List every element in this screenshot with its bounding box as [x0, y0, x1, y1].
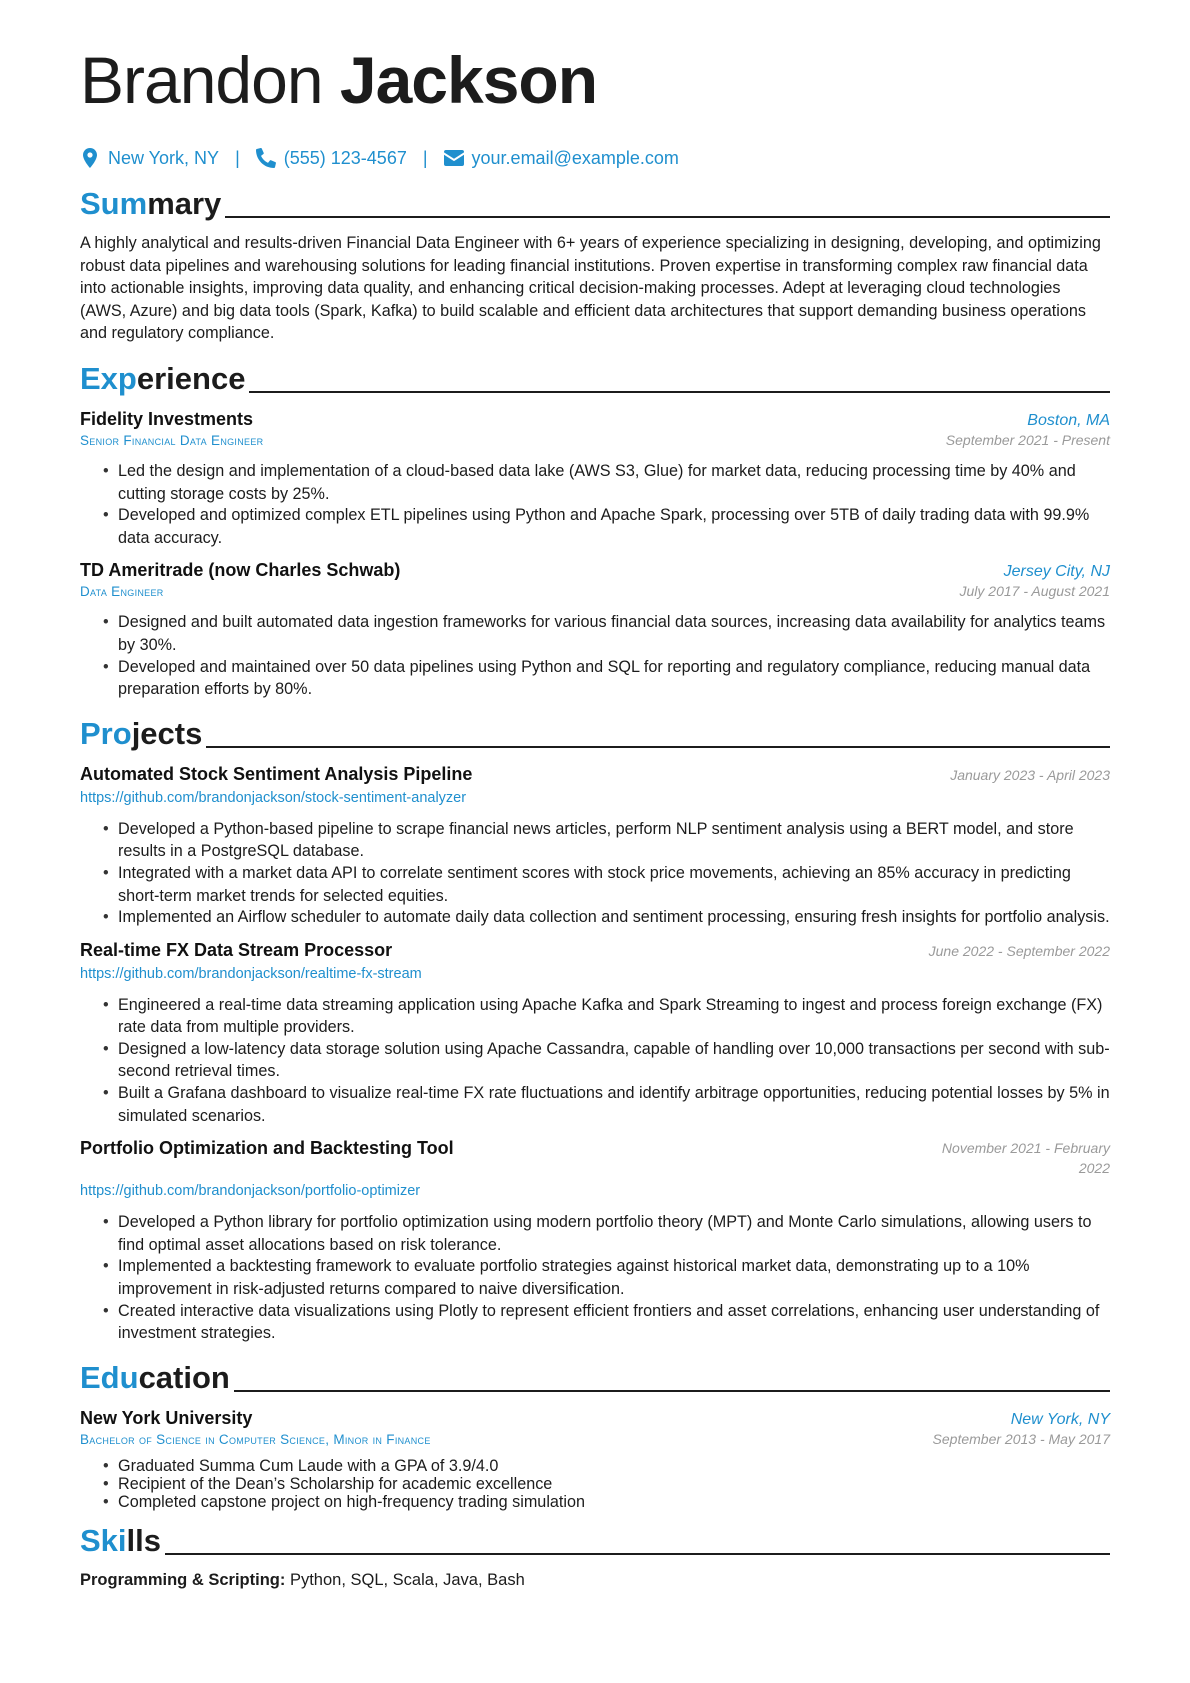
contact-phone[interactable] — [256, 147, 407, 169]
company-name: TD Ameritrade (now Charles Schwab) — [80, 560, 401, 581]
bullet-list — [80, 994, 1110, 1128]
project-name: Real-time FX Data Stream Processor — [80, 939, 393, 960]
section-title: Projects — [80, 715, 203, 751]
project-name: Automated Stock Sentiment Analysis Pipeline — [80, 763, 473, 784]
map-pin-icon — [80, 147, 100, 169]
experience-entry — [80, 560, 1110, 700]
bullet-list — [80, 818, 1110, 929]
first-name: Brandon — [80, 43, 323, 117]
project-link[interactable]: https://github.com/brandonjackson/stock-sentiment-analyzer — [80, 789, 467, 806]
job-location: Jersey City, NJ — [1003, 563, 1110, 581]
job-dates: September 2021 - Present — [945, 431, 1110, 448]
list-item: • Designed and built automated data ingestion frameworks for various financial data sources, increasing data availability for analytics teams by 30%. — [118, 611, 1110, 656]
contact-separator: | — [235, 147, 240, 168]
list-item: • Implemented a backtesting framework to evaluate portfolio strategies against historical market data, demonstrating up to a 10% improvement in risk-adjusted returns compared to naive diversification. — [118, 1255, 1110, 1300]
list-item: • Developed a Python-based pipeline to scrape financial news articles, perform NLP sentiment analysis using a BERT model, and store results in a PostgreSQL database. — [118, 818, 1110, 863]
education-dates: September 2013 - May 2017 — [932, 1430, 1110, 1447]
skills-label: Programming & Scripting: — [80, 1570, 286, 1589]
bullet-list — [80, 611, 1110, 700]
list-item: • Recipient of the Dean’s Scholarship for academic excellence — [118, 1475, 1110, 1494]
section-rule — [206, 746, 1110, 748]
list-item: • Completed capstone project on high-frequency trading simulation — [118, 1493, 1110, 1512]
list-item: • Developed and optimized complex ETL pipelines using Python and Apache Spark, processing over 5TB of daily trading data with 99.9% data accuracy. — [118, 504, 1110, 549]
section-summary-heading — [80, 182, 1110, 222]
section-rule — [249, 391, 1110, 393]
candidate-name — [80, 40, 1110, 120]
list-item: • Created interactive data visualizations using Plotly to represent efficient frontiers and asset correlations, enhancing user understanding of investment strategies. — [118, 1300, 1110, 1345]
education-entry — [80, 1408, 1110, 1512]
list-item: • Led the design and implementation of a cloud-based data lake (AWS S3, Glue) for market data, reducing processing time by 40% and cutting storage costs by 25%. — [118, 460, 1110, 505]
location-text: New York, NY — [108, 147, 220, 168]
project-dates: January 2023 - April 2023 — [950, 766, 1110, 783]
job-title: Data Engineer — [80, 584, 164, 600]
list-item: • Developed a Python library for portfolio optimization using modern portfolio theory (MPT) and Monte Carlo simulations, allowing users to find optimal asset allocations based on risk tolerance. — [118, 1211, 1110, 1256]
company-name: Fidelity Investments — [80, 408, 254, 429]
project-entry — [80, 1138, 1110, 1345]
email-text: your.email@example.com — [471, 147, 679, 168]
project-dates: June 2022 - September 2022 — [928, 942, 1110, 959]
contact-email[interactable] — [444, 147, 679, 169]
phone-text: (555) 123-4567 — [283, 147, 407, 168]
job-title: Senior Financial Data Engineer — [80, 432, 264, 448]
list-item: • Built a Grafana dashboard to visualize real-time FX rate fluctuations and identify arbitrage opportunities, reducing potential losses by 5% in simulated scenarios. — [118, 1082, 1110, 1127]
school-name: New York University — [80, 1407, 253, 1428]
project-link[interactable]: https://github.com/brandonjackson/realtime-fx-stream — [80, 965, 422, 982]
summary-paragraph: A highly analytical and results-driven Financial Data Engineer with 6+ years of experience specializing in designing, developing, and optimizing robust data pipelines and warehousing solutions for leading financial institutions. Proven expertise in transforming complex raw financial data into actionable insights, improving data quality, and enhancing critical decision-making processes. Adept at leveraging cloud technologies (AWS, Azure) and big data tools (Spark, Kafka) to build scalable and efficient data architectures that support demanding business operations and regulatory compliance. — [80, 234, 1101, 343]
bullet-list — [80, 1457, 1110, 1512]
bullet-list — [80, 1211, 1110, 1345]
section-title: Skills — [80, 1522, 161, 1558]
envelope-icon — [444, 147, 464, 169]
project-name: Portfolio Optimization and Backtesting Tool — [80, 1138, 454, 1159]
job-dates: July 2017 - August 2021 — [959, 583, 1110, 600]
skills-value: Python, SQL, Scala, Java, Bash — [289, 1570, 525, 1589]
contact-bar — [80, 144, 1110, 172]
project-entry — [80, 940, 1110, 1128]
section-projects-heading — [80, 712, 1110, 752]
section-rule — [234, 1390, 1110, 1392]
last-name: Jackson — [339, 43, 598, 117]
list-item: • Implemented an Airflow scheduler to automate daily data collection and sentiment processing, ensuring fresh insights for portfolio analysis. — [118, 906, 1110, 929]
list-item: • Engineered a real-time data streaming application using Apache Kafka and Spark Streaming to ingest and process foreign exchange (FX) rate data from multiple providers. — [118, 994, 1110, 1039]
list-item: • Integrated with a market data API to correlate sentiment scores with stock price movements, achieving an 85% accuracy in predicting short-term market trends for selected equities. — [118, 862, 1110, 907]
section-title: Summary — [80, 186, 222, 221]
skills-row — [80, 1571, 1110, 1590]
section-education-heading — [80, 1356, 1110, 1396]
experience-entry — [80, 409, 1110, 549]
job-location: Boston, MA — [1027, 411, 1110, 429]
project-dates: November 2021 - February 2022 — [941, 1140, 1110, 1177]
list-item: • Developed and maintained over 50 data pipelines using Python and SQL for reporting and regulatory compliance, reducing manual data preparation efforts by 80%. — [118, 656, 1110, 701]
degree-title: Bachelor of Science in Computer Science, Minor in Finance — [80, 1431, 431, 1447]
contact-location — [80, 147, 219, 169]
section-rule — [225, 216, 1110, 218]
project-entry — [80, 764, 1110, 929]
list-item: • Designed a low-latency data storage solution using Apache Cassandra, capable of handling over 10,000 transactions per second with sub-second retrieval times. — [118, 1038, 1110, 1083]
phone-icon — [256, 147, 276, 169]
project-link[interactable]: https://github.com/brandonjackson/portfolio-optimizer — [80, 1183, 421, 1200]
school-location: New York, NY — [1010, 1410, 1110, 1428]
section-skills-heading — [80, 1519, 1110, 1559]
section-title: Experience — [80, 360, 246, 396]
section-experience-heading — [80, 357, 1110, 397]
list-item: • Graduated Summa Cum Laude with a GPA of 3.9/4.0 — [118, 1457, 1110, 1476]
section-rule — [165, 1553, 1110, 1555]
contact-separator: | — [422, 147, 428, 168]
bullet-list — [80, 460, 1110, 549]
section-title: Education — [80, 1359, 230, 1395]
